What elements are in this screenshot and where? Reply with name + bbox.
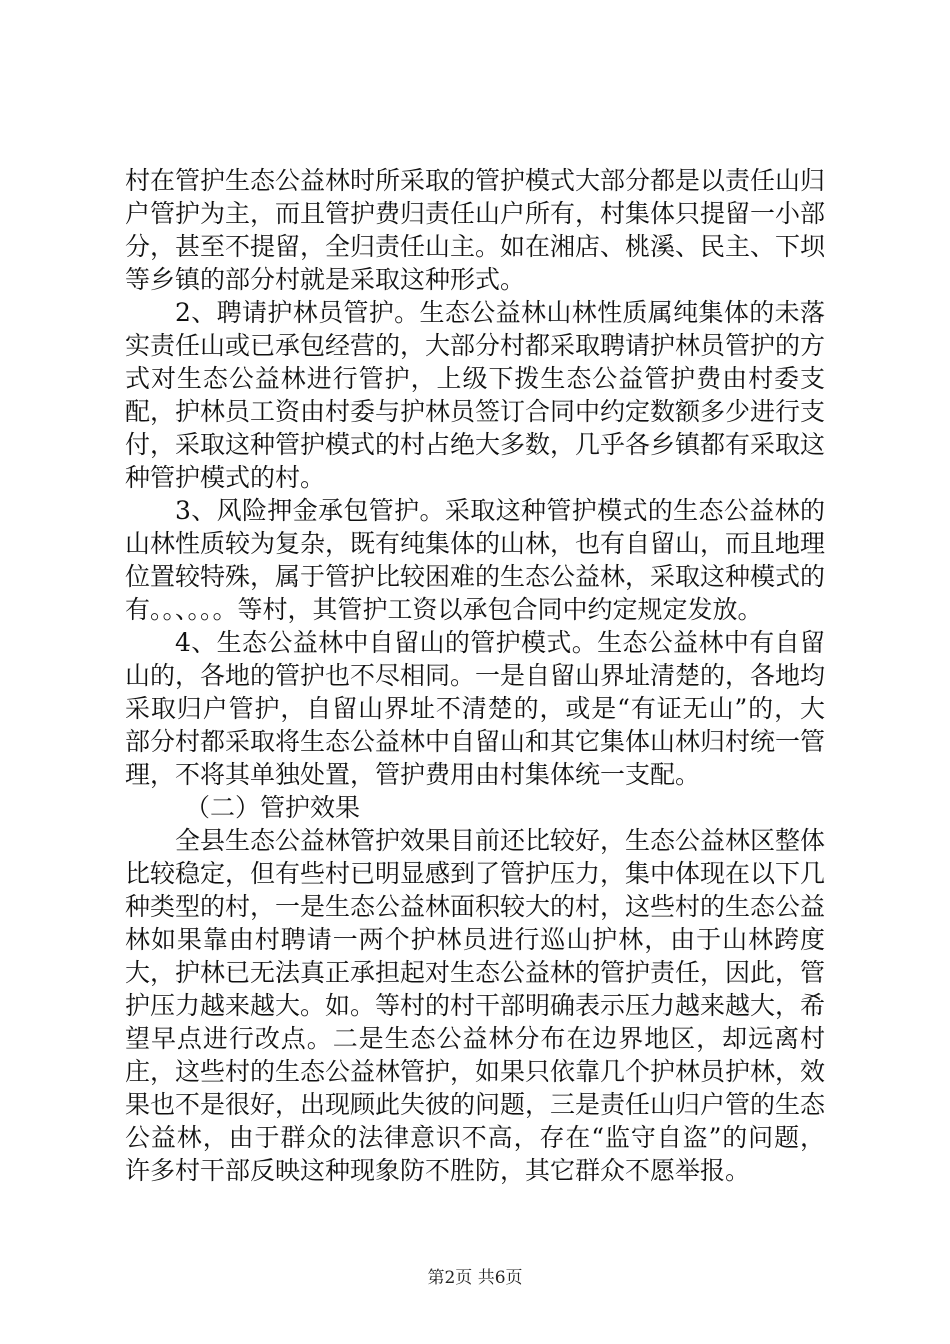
paragraph-item-3: 3、风险押金承包管护。采取这种管护模式的生态公益林的山林性质较为复杂，既有纯集体的山林，也有自留山，而且地理位置较特殊，属于管护比较困难的生态公益林，采取这种模式的有。。、。。。等村，其管护工资以承包合同中约定规定发放。 [125, 496, 826, 624]
document-body [125, 164, 825, 1187]
page-footer: 第2页 共6页 [427, 1268, 523, 1288]
paragraph-item-2: 2、聘请护林员管护。生态公益林山林性质属纯集体的未落实责任山或已承包经营的，大部分村都采取聘请护林员管护的方式对生态公益林进行管护，上级下拨生态公益管护费由村委支配，护林员工资由村委与护林员签订合同中约定数额多少进行支付，采取这种管护模式的村占绝大多数，几乎各乡镇都有采取这种管护模式的村。 [125, 298, 826, 492]
section-heading: （二）管护效果 [185, 793, 361, 822]
paragraph-item-4: 4、生态公益林中自留山的管护模式。生态公益林中有自留山的，各地的管护也不尽相同。一是自留山界址清楚的，各地均采取归户管护，自留山界址不清楚的，或是“有证无山”的，大部分村都采取将生态公益林中自留山和其它集体山林归村统一管理，不将其单独处置，管护费用由村集体统一支配。 [125, 628, 826, 789]
paragraph-continuation: 村在管护生态公益林时所采取的管护模式大部分都是以责任山归户管护为主，而且管护费归责任山户所有，村集体只提留一小部分，甚至不提留，全归责任山主。如在湘店、桃溪、民主、下坝等乡镇的部分村就是采取这种形式。 [125, 166, 826, 294]
paragraph-effect: 全县生态公益林管护效果目前还比较好，生态公益林区整体比较稳定，但有些村已明显感到了管护压力，集中体现在以下几种类型的村，一是生态公益林面积较大的村，这些村的生态公益林如果靠由村聘请一两个护林员进行巡山护林，由于山林跨度大，护林已无法真正承担起对生态公益林的管护责任，因此，管护压力越来越大。如。等村的村干部明确表示压力越来越大，希望早点进行改点。二是生态公益林分布在边界地区，却远离村庄，这些村的生态公益林管护，如果只依靠几个护林员护林，效果也不是很好，出现顾此失彼的问题，三是责任山归户管的生态公益林，由于群众的法律意识不高，存在“监守自盗”的问题，许多村干部反映这种现象防不胜防，其它群众不愿举报。 [125, 826, 826, 1185]
